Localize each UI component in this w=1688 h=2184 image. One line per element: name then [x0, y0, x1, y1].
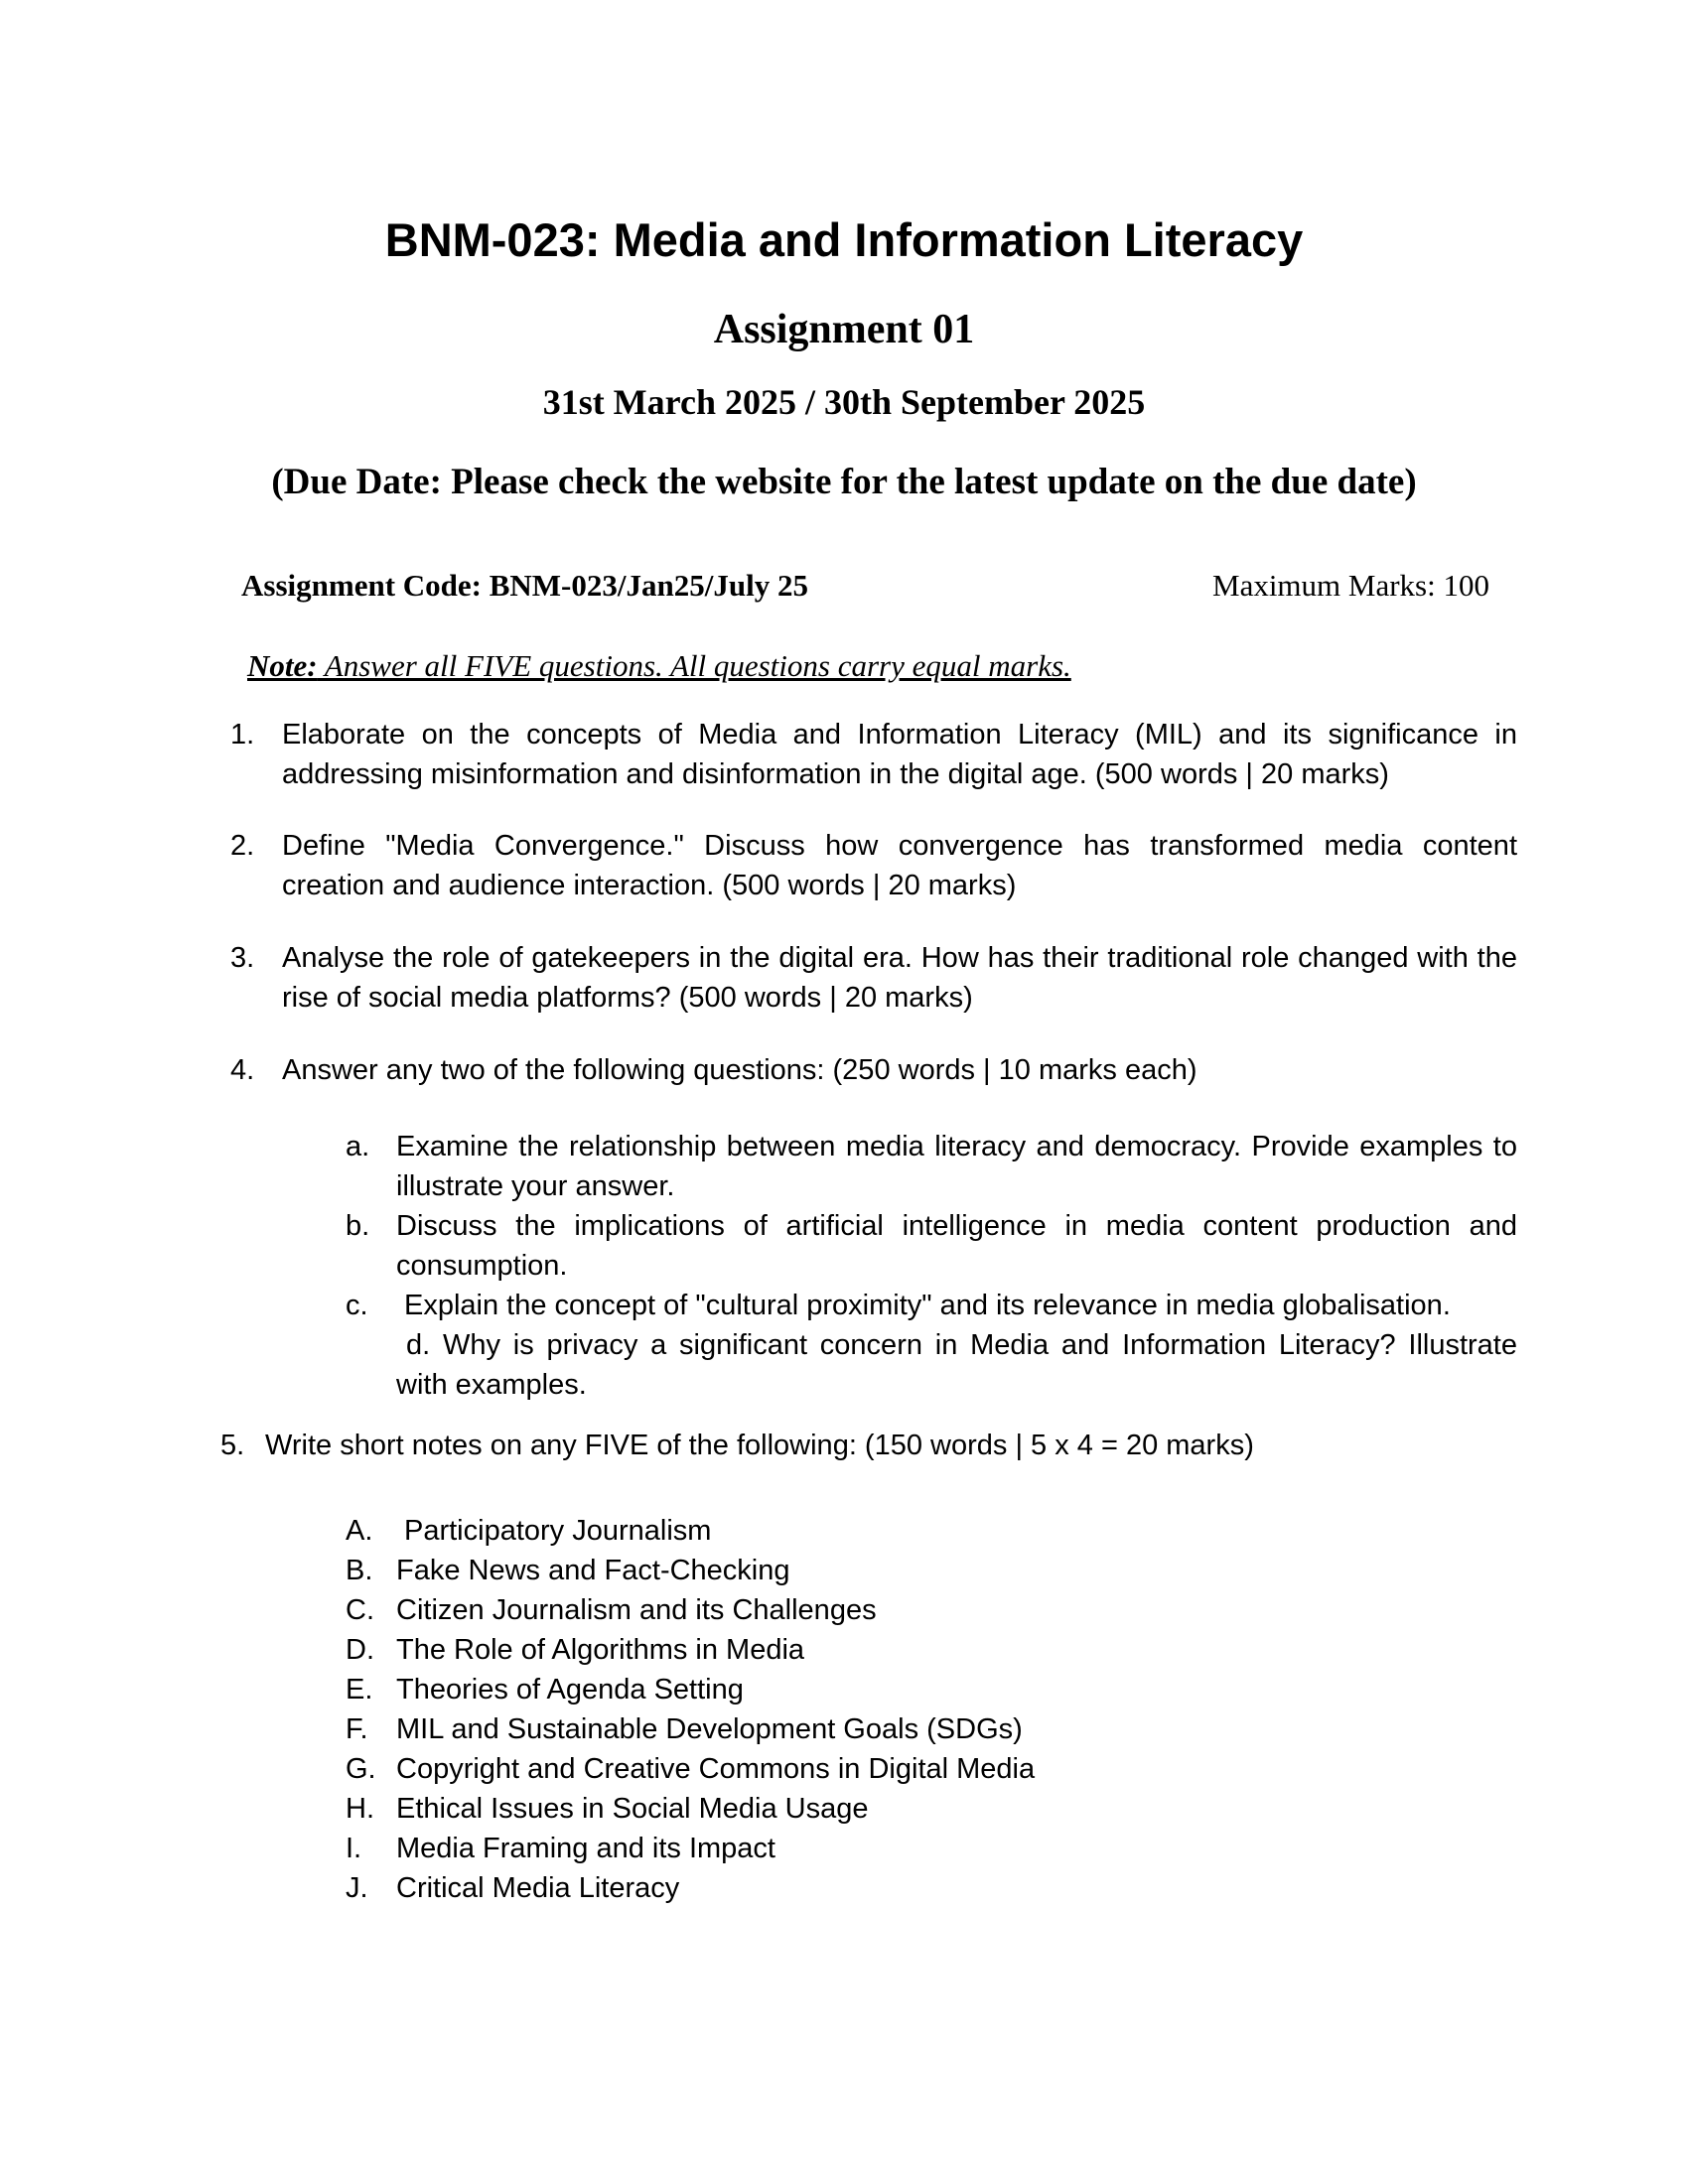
- short-note-item: [346, 1511, 1035, 1551]
- short-note-text: Participatory Journalism: [404, 1515, 712, 1547]
- short-note-text: Fake News and Fact-Checking: [396, 1555, 790, 1586]
- question-1: [230, 715, 1517, 794]
- session-dates: 31st March 2025 / 30th September 2025: [542, 382, 1146, 422]
- instructions-note: [247, 646, 1071, 686]
- short-note-item: [346, 1829, 1035, 1868]
- sub-question: [346, 1127, 1517, 1206]
- short-note-item: [346, 1551, 1035, 1590]
- short-note-item: [346, 1749, 1035, 1789]
- question-3: [230, 938, 1517, 1018]
- question-number: 1.: [230, 719, 255, 751]
- question-number: 4.: [230, 1054, 255, 1086]
- short-note-marker: H.: [346, 1793, 374, 1825]
- note-label: Note:: [247, 648, 318, 683]
- short-note-item: [346, 1630, 1035, 1670]
- short-note-text: Copyright and Creative Commons in Digital Media: [396, 1753, 1036, 1785]
- question-number: 5.: [220, 1430, 245, 1461]
- note-text: Answer all FIVE questions. All questions carry equal marks.: [317, 648, 1071, 683]
- question-number: 3.: [230, 942, 255, 974]
- sub-question: [346, 1325, 1517, 1405]
- sub-question-text: Discuss the implications of artificial intelligence in media content production and consumption.: [396, 1210, 1517, 1282]
- short-note-text: Ethical Issues in Social Media Usage: [396, 1793, 869, 1825]
- short-note-marker: E.: [346, 1674, 373, 1706]
- question-text: Define "Media Convergence." Discuss how convergence has transformed media content creation and audience interaction. (500 words | 20 marks): [282, 830, 1517, 901]
- question-2: [230, 826, 1517, 905]
- short-note-marker: G.: [346, 1753, 376, 1785]
- short-note-text: MIL and Sustainable Development Goals (SDGs): [396, 1713, 1023, 1745]
- short-note-item: [346, 1670, 1035, 1709]
- maximum-marks: Maximum Marks: 100: [1212, 568, 1489, 603]
- sub-question: [346, 1286, 1517, 1325]
- sub-question-text: d. Why is privacy a significant concern in Media and Information Literacy? Illustrate with examples.: [396, 1329, 1517, 1401]
- short-note-marker: D.: [346, 1634, 374, 1666]
- due-date-notice: (Due Date: Please check the website for the latest update on the due date): [271, 462, 1417, 502]
- short-note-text: Citizen Journalism and its Challenges: [396, 1594, 877, 1626]
- short-note-item: [346, 1709, 1035, 1749]
- question-text: Answer any two of the following questions: (250 words | 10 marks each): [282, 1054, 1197, 1086]
- short-note-marker: A.: [346, 1515, 373, 1547]
- short-note-item: [346, 1789, 1035, 1829]
- sub-question-marker: a.: [346, 1131, 370, 1162]
- question-text: Elaborate on the concepts of Media and Information Literacy (MIL) and its significance in addressing misinformation and disinformation in the digital age. (500 words | 20 marks): [282, 719, 1517, 790]
- question-text: Write short notes on any FIVE of the following: (150 words | 5 x 4 = 20 marks): [265, 1430, 1254, 1461]
- question-text: Analyse the role of gatekeepers in the digital era. How has their traditional role changed with the rise of social media platforms? (500 words | 20 marks): [282, 942, 1517, 1014]
- short-note-marker: C.: [346, 1594, 374, 1626]
- question-4: [230, 1050, 1517, 1090]
- course-title: BNM-023: Media and Information Literacy: [384, 213, 1304, 266]
- sub-question-marker: c.: [346, 1290, 368, 1321]
- short-note-text: Theories of Agenda Setting: [396, 1674, 744, 1706]
- short-note-text: The Role of Algorithms in Media: [396, 1634, 805, 1666]
- assignment-title: Assignment 01: [713, 307, 975, 352]
- short-notes-list: [346, 1511, 1035, 1908]
- sub-question-text: Explain the concept of "cultural proximity" and its relevance in media globalisation.: [404, 1290, 1451, 1321]
- question-number: 2.: [230, 830, 255, 862]
- sub-question: [346, 1206, 1517, 1286]
- assignment-code: Assignment Code: BNM-023/Jan25/July 25: [241, 568, 808, 603]
- sub-question-marker: b.: [346, 1210, 370, 1242]
- sub-question-text: Examine the relationship between media literacy and democracy. Provide examples to illustrate your answer.: [396, 1131, 1517, 1202]
- short-note-item: [346, 1590, 1035, 1630]
- question-5: [220, 1426, 1507, 1465]
- short-note-marker: F.: [346, 1713, 368, 1745]
- short-note-text: Media Framing and its Impact: [396, 1833, 775, 1864]
- question-4-sub-questions: [346, 1127, 1517, 1405]
- short-note-item: [346, 1868, 1035, 1908]
- short-note-text: Critical Media Literacy: [396, 1872, 680, 1904]
- short-note-marker: B.: [346, 1555, 373, 1586]
- short-note-marker: I.: [346, 1833, 362, 1864]
- short-note-marker: J.: [346, 1872, 368, 1904]
